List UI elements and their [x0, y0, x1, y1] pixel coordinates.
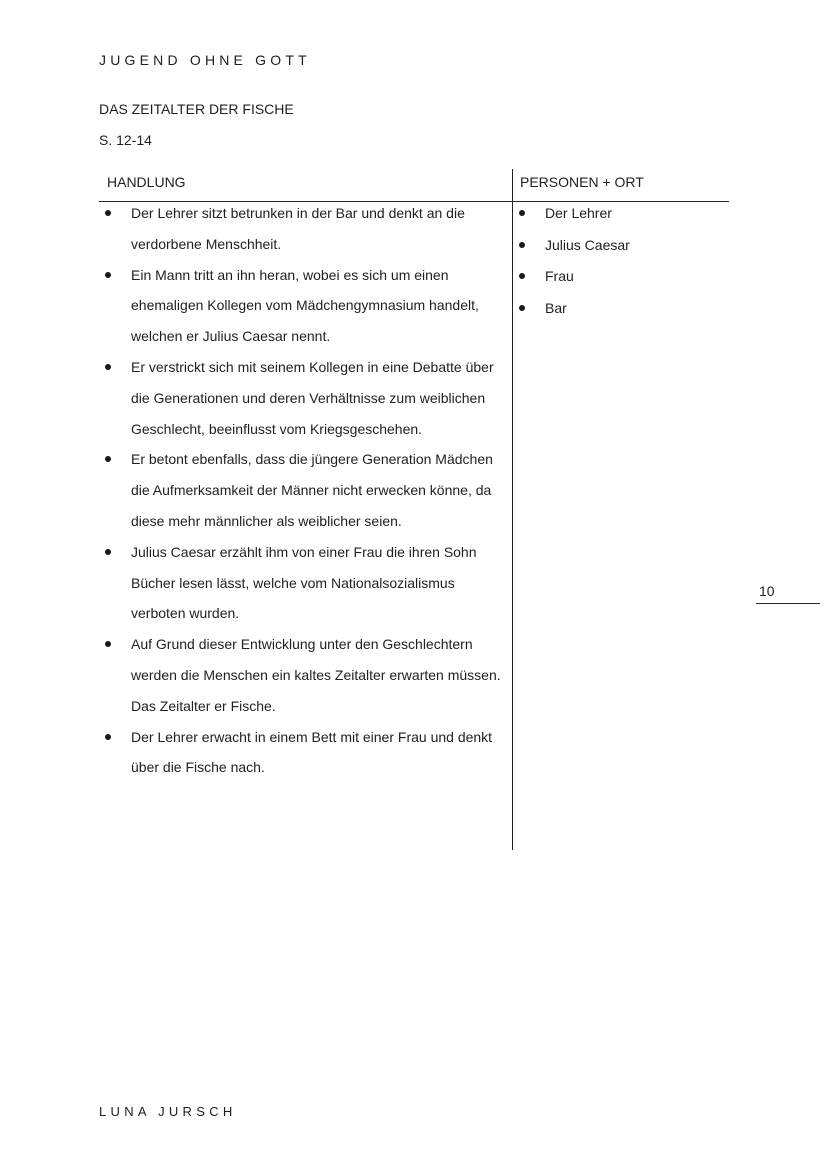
plot-point-text: Der Lehrer sitzt betrunken in der Bar und denkt an die verdorbene Menschheit.: [131, 205, 465, 252]
table-vertical-divider: [512, 169, 513, 850]
person-place-item: [545, 198, 715, 230]
plot-point-text: Julius Caesar erzählt ihm von einer Frau die ihren Sohn Bücher lesen lässt, welche vom Nationalsozialismus verboten wurden.: [131, 543, 477, 622]
plot-point: [131, 260, 506, 352]
bullet-icon: [105, 456, 111, 462]
bullet-icon: [105, 210, 111, 216]
plot-point-text: Der Lehrer erwacht in einem Bett mit einer Frau und denkt über die Fische nach.: [131, 728, 493, 776]
bullet-icon: [519, 242, 525, 248]
persons-places-list: [545, 198, 715, 324]
bullet-icon: [105, 549, 111, 555]
person-place-item: [545, 261, 715, 293]
plot-point: [131, 198, 506, 260]
plot-point-text: Er betont ebenfalls, dass die jüngere Generation Mädchen die Aufmerksamkeit der Männer nicht erwecken könne, da diese mehr männlicher als weiblicher seien.: [131, 451, 493, 529]
column-heading-handlung: HANDLUNG: [107, 174, 186, 190]
column-heading-personen-ort: PERSONEN + ORT: [520, 174, 644, 190]
bullet-icon: [519, 305, 525, 311]
bullet-icon: [519, 210, 525, 216]
person-place-text: Frau: [545, 268, 574, 284]
chapter-title: DAS ZEITALTER DER FISCHE: [99, 101, 294, 117]
plot-point: [131, 537, 506, 629]
plot-point: [131, 444, 506, 536]
person-place-text: Bar: [545, 299, 567, 316]
page-range: S. 12-14: [99, 132, 152, 148]
plot-point: [131, 352, 506, 444]
page-number-rule: [756, 603, 820, 604]
plot-points-list: [131, 198, 506, 783]
bullet-icon: [519, 273, 525, 279]
page-number: 10: [759, 583, 775, 599]
bullet-icon: [105, 272, 111, 278]
plot-point: [131, 629, 506, 721]
footer-author: LUNA JURSCH: [99, 1104, 237, 1119]
person-place-item: [545, 293, 715, 325]
person-place-text: Der Lehrer: [545, 205, 612, 221]
bullet-icon: [105, 364, 111, 370]
plot-point-text: Er verstrickt sich mit seinem Kollegen in eine Debatte über die Generationen und deren Verhältnisse zum weiblichen Geschlecht, beeinflusst vom Kriegsgeschehen.: [131, 358, 494, 437]
bullet-icon: [105, 734, 111, 740]
plot-point: [131, 722, 506, 784]
plot-point-text: Ein Mann tritt an ihn heran, wobei es sich um einen ehemaligen Kollegen vom Mädchengymnasium handelt, welchen er Julius Caesar nennt.: [131, 266, 479, 345]
person-place-item: [545, 230, 715, 262]
document-header-title: JUGEND OHNE GOTT: [99, 52, 311, 68]
bullet-icon: [105, 641, 111, 647]
plot-point-text: Auf Grund dieser Entwicklung unter den Geschlechtern werden die Menschen ein kaltes Zeitalter erwarten müssen. Das Zeitalter er Fische.: [131, 636, 501, 714]
person-place-text: Julius Caesar: [545, 236, 630, 253]
